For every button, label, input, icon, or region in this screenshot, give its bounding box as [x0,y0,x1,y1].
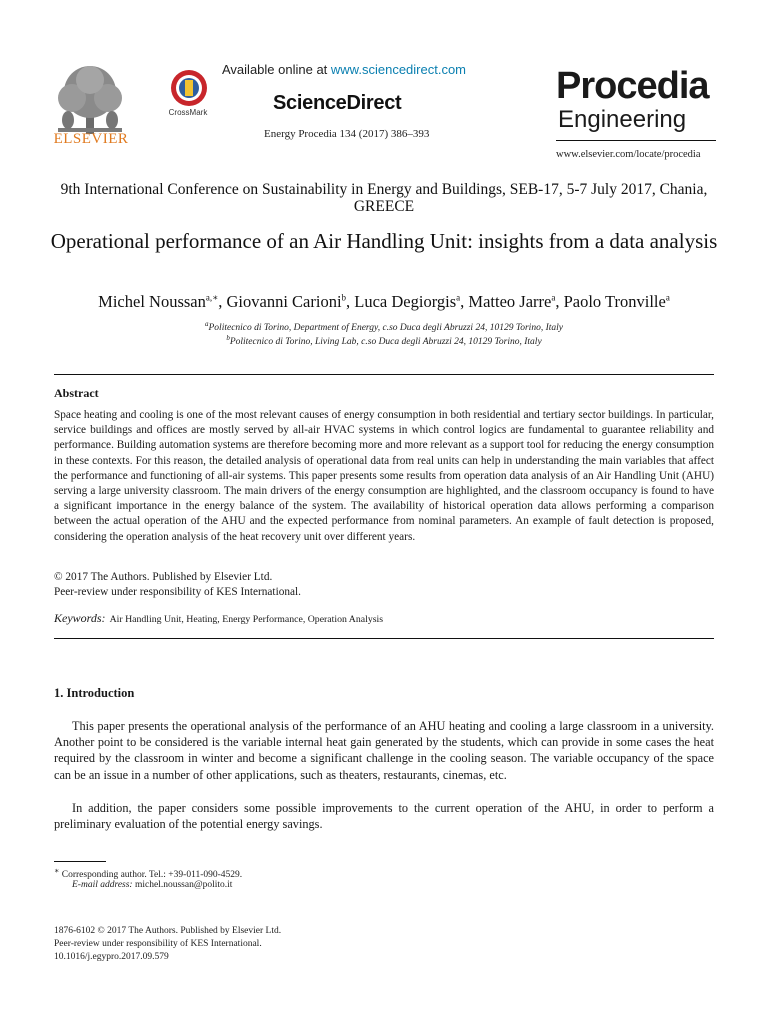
author-name: Paolo Tronville [563,292,666,311]
copyright-line: © 2017 The Authors. Published by Elsevier Ltd. [54,571,273,583]
footnote-email [72,880,232,890]
affiliation-b [40,334,728,347]
author-affil-marker: a [456,292,461,303]
author-affil-marker: a [665,292,670,303]
journal-name-line1: Procedia [556,65,709,107]
footnote-marker: ∗ [54,866,60,875]
intro-paragraph: In addition, the paper considers some possible improvements to the current operation of the AHU, in order to perform a preliminary evaluation of the potential energy savings. [54,801,714,832]
journal-url-link[interactable]: www.elsevier.com/locate/procedia [556,149,701,160]
author-name: Luca Degiorgis [354,292,457,311]
copyright-block [54,570,301,600]
journal-name-line2: Engineering [558,106,687,133]
author-affil-marker: a,∗ [205,292,219,303]
abstract-text: Space heating and cooling is one of the most relevant causes of energy consumption in both residential and tertiary sector buildings. In particular, service buildings and offices are mostly served by all-air HVAC systems in which control logics are fundamental to guarantee reliability and performance. Building automation systems are therefore becoming more and more relevant as a support tool for reducing the energy consumption in these contexts. For this reason, the detailed analysis of operational data from real units can help in understanding the main variables that affect the performance and functioning of all-air systems. This paper presents some results from operation data analysis of an Air Handling Unit (AHU) serving a large university classroom. The main drivers of the energy consumption are highlighted, and the classroom occupancy is found to have a significant importance in the energy balance of the system. The availability of historical operation data allows performing a comparison between the actual operation of the AHU and the expected performance from nominal parameters. An example of fault detection is proposed, considering the operation analysis of the heat recovery unit over different years. [54,409,714,543]
keywords-values: Air Handling Unit, Heating, Energy Performance, Operation Analysis [109,614,384,625]
abstract-bottom-rule [54,638,714,639]
affiliation-marker: a [205,320,209,328]
intro-paragraph: This paper presents the operational analysis of the performance of an AHU heating and cooling a large classroom in a university. Another point to be considered is the variable internal heat gain generated by the students, which can provide in some cases the heat required by the classroom in winter and become a significant challenge in the cooling season. The variable occupancy of the space can be an issue in a number of other applications, such as theaters, restaurants, cinemas, etc. [54,719,714,782]
doi-line[interactable]: 10.1016/j.egypro.2017.09.579 [54,952,169,962]
issn-line: 1876-6102 © 2017 The Authors. Published by Elsevier Ltd. [54,926,282,936]
affiliation-a [40,320,728,333]
affiliation-marker: b [226,334,230,342]
affiliation-text: Politecnico di Torino, Department of Energy, c.so Duca degli Abruzzi 24, 10129 Torino, Italy [208,323,563,334]
abstract-heading: Abstract [54,386,99,400]
peer-review-line: Peer-review under responsibility of KES International. [54,586,301,598]
author-affil-marker: b [341,292,347,303]
author-name: Matteo Jarre [468,292,552,311]
paper-title: Operational performance of an Air Handling Unit: insights from a data analysis [50,229,718,253]
journal-reference: Energy Procedia 134 (2017) 386–393 [264,128,430,140]
keywords-label: Keywords: [54,611,106,625]
affiliation-text: Politecnico di Torino, Living Lab, c.so Duca degli Abruzzi 24, 10129 Torino, Italy [229,337,542,348]
publisher-name: ELSEVIER [53,131,129,147]
author-name: Giovanni Carioni [226,292,342,311]
author-name: Michel Noussan [98,292,206,311]
peer-review-footer: Peer-review under responsibility of KES International. [54,939,262,949]
conference-line: 9th International Conference on Sustainability in Energy and Buildings, SEB-17, 5-7 July 2017, Chania, GREECE [60,181,708,215]
keywords-line [54,611,383,626]
sciencedirect-link[interactable]: www.sciencedirect.com [330,62,467,77]
header-divider [556,140,716,141]
author-affil-marker: a [551,292,556,303]
abstract-top-rule [54,374,714,375]
crossmark-label: CrossMark [168,108,208,117]
footnote-rule [54,861,106,862]
available-prefix: Available online at [222,62,331,77]
footnote-corresponding-text: Corresponding author. Tel.: +39-011-090-4529. [61,870,243,881]
section-heading-introduction: 1. Introduction [54,686,135,700]
email-label: E-mail address: [72,880,133,890]
available-online-line [222,62,466,77]
author-list: Michel Noussan$^{a,∗}$, Giovanni Carioni$^b$, Luca Degiorgis$^a$, Matteo Jarre$^a$, Paolo Tronville$^a$ [98,292,670,311]
sciencedirect-wordmark: ScienceDirect [273,92,402,114]
footnote-corresponding [54,866,242,880]
email-address[interactable]: michel.noussan@polito.it [134,880,233,890]
